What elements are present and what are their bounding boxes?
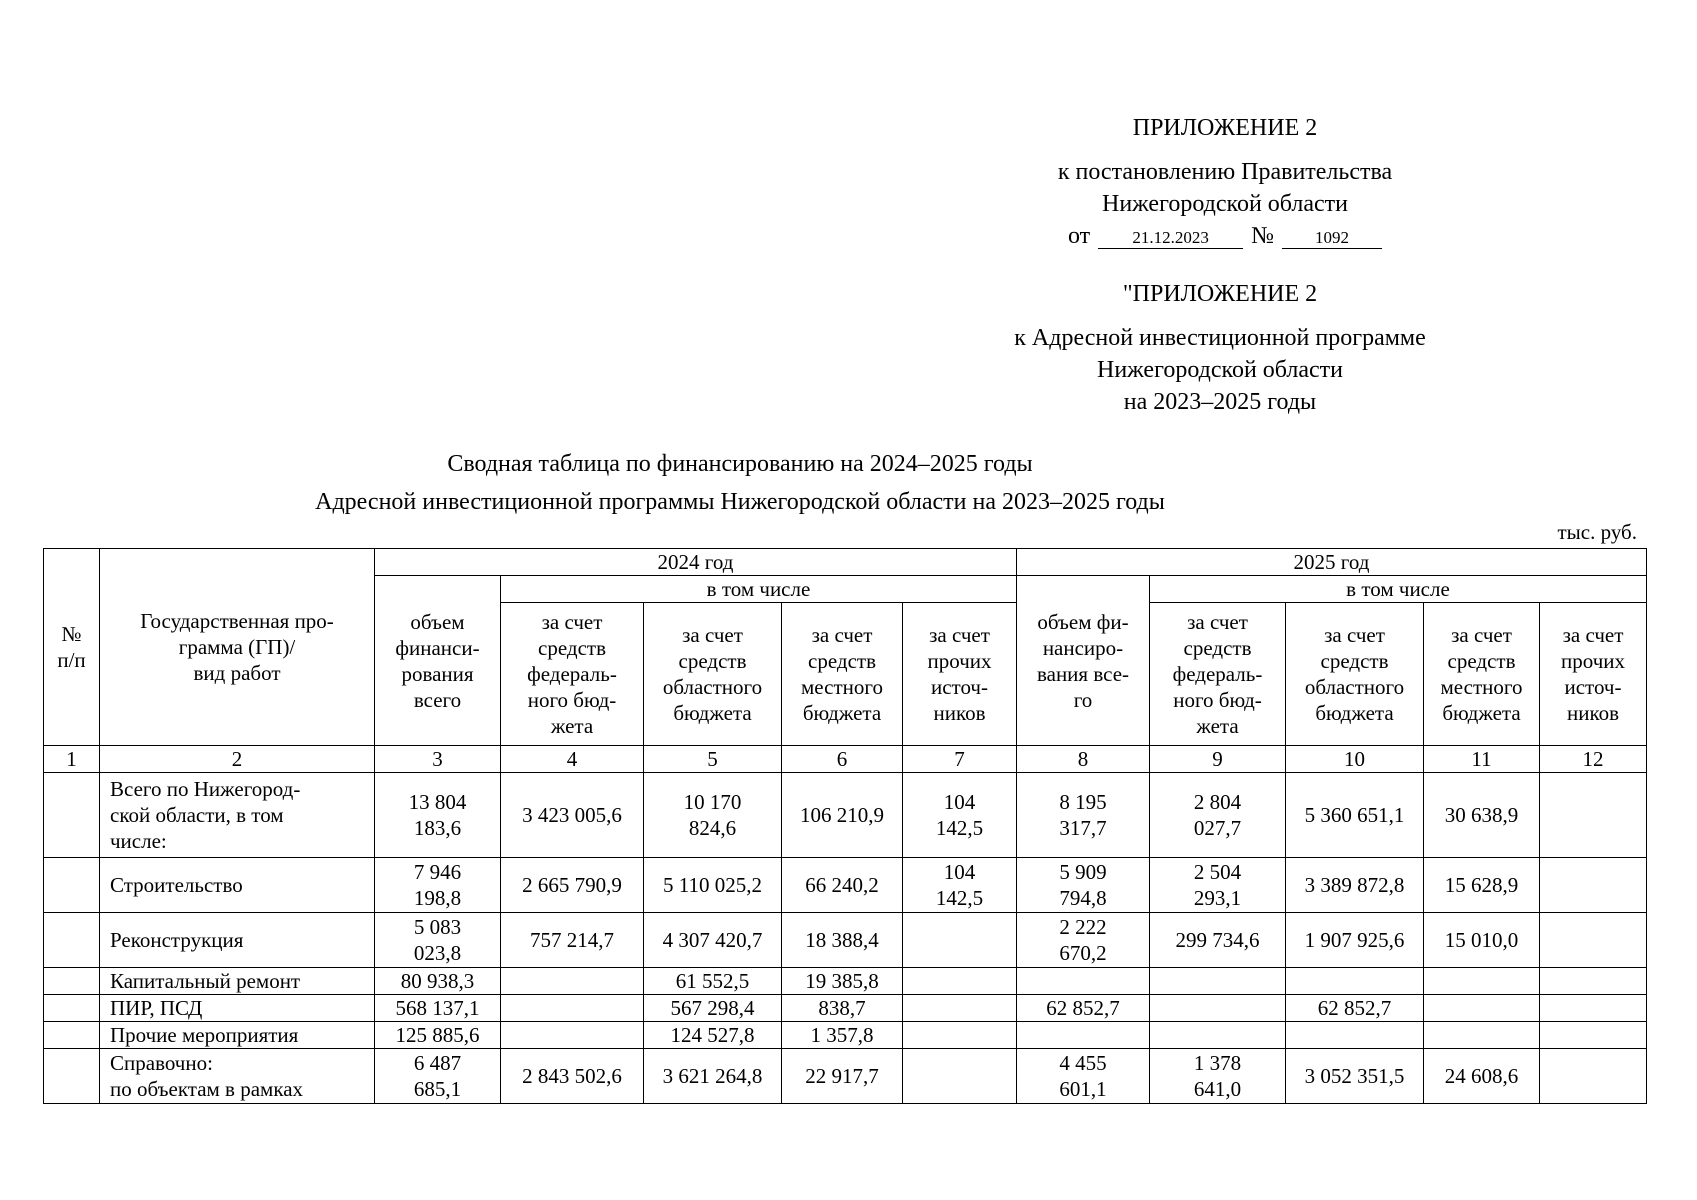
col-number: 3 <box>375 746 501 773</box>
col-number: 9 <box>1150 746 1286 773</box>
col-number: 11 <box>1424 746 1540 773</box>
cell-total-2024: 80 938,3 <box>375 968 501 995</box>
resolution-date: 21.12.2023 <box>1098 228 1243 249</box>
program-line-2: Нижегородской области <box>1096 357 1344 383</box>
cell-other-2025 <box>1540 913 1647 968</box>
row-num <box>44 858 100 913</box>
header-local-2024: за счет средств местного бюджета <box>782 603 903 746</box>
cell-total-2025: 8 195 317,7 <box>1017 773 1150 858</box>
cell-federal-2024 <box>501 1022 644 1049</box>
from-label: от <box>1067 223 1091 249</box>
row-num <box>44 968 100 995</box>
cell-regional-2024: 567 298,4 <box>644 995 782 1022</box>
cell-regional-2025: 5 360 651,1 <box>1286 773 1424 858</box>
table-row <box>44 1049 1647 1104</box>
appendix-label-2: "ПРИЛОЖЕНИЕ 2 <box>1122 281 1318 307</box>
cell-total-2025: 4 455 601,1 <box>1017 1049 1150 1104</box>
col-number: 10 <box>1286 746 1424 773</box>
cell-local-2025 <box>1424 1022 1540 1049</box>
col-number: 5 <box>644 746 782 773</box>
cell-total-2025: 5 909 794,8 <box>1017 858 1150 913</box>
header-regional-2025: за счет средств областного бюджета <box>1286 603 1424 746</box>
header-local-2025: за счет средств местного бюджета <box>1424 603 1540 746</box>
header-num: № п/п <box>44 549 100 746</box>
cell-other-2025 <box>1540 773 1647 858</box>
cell-total-2024: 5 083 023,8 <box>375 913 501 968</box>
cell-federal-2024: 3 423 005,6 <box>501 773 644 858</box>
cell-other-2024: 104 142,5 <box>903 858 1017 913</box>
cell-other-2024 <box>903 1022 1017 1049</box>
table-row <box>44 773 1647 858</box>
cell-local-2025: 30 638,9 <box>1424 773 1540 858</box>
cell-total-2025 <box>1017 1022 1150 1049</box>
header-year-2025: 2025 год <box>1017 549 1647 576</box>
col-number: 2 <box>100 746 375 773</box>
cell-other-2024 <box>903 1049 1017 1104</box>
header-incl-2025: в том числе <box>1150 576 1647 603</box>
cell-federal-2025: 2 504 293,1 <box>1150 858 1286 913</box>
resolution-line-2: Нижегородской области <box>1101 191 1349 217</box>
table-row <box>44 968 1647 995</box>
cell-other-2025 <box>1540 1022 1647 1049</box>
cell-other-2024 <box>903 995 1017 1022</box>
cell-total-2025: 62 852,7 <box>1017 995 1150 1022</box>
cell-regional-2024: 124 527,8 <box>644 1022 782 1049</box>
cell-federal-2024 <box>501 968 644 995</box>
cell-regional-2025: 3 389 872,8 <box>1286 858 1424 913</box>
header-incl-2024: в том числе <box>501 576 1017 603</box>
cell-total-2024: 13 804 183,6 <box>375 773 501 858</box>
cell-regional-2024: 61 552,5 <box>644 968 782 995</box>
cell-other-2024 <box>903 913 1017 968</box>
cell-other-2025 <box>1540 858 1647 913</box>
cell-total-2024: 6 487 685,1 <box>375 1049 501 1104</box>
row-name: Справочно: по объектам в рамках <box>100 1049 375 1104</box>
header-federal-2025: за счет средств федераль- ного бюд- жета <box>1150 603 1286 746</box>
header-total-2025: объем фи- нансиро- вания все- го <box>1017 576 1150 746</box>
cell-local-2025: 24 608,6 <box>1424 1049 1540 1104</box>
cell-other-2025 <box>1540 1049 1647 1104</box>
cell-local-2024: 18 388,4 <box>782 913 903 968</box>
row-name: Строительство <box>100 858 375 913</box>
header-year-2024: 2024 год <box>375 549 1017 576</box>
cell-regional-2025: 62 852,7 <box>1286 995 1424 1022</box>
cell-regional-2025: 3 052 351,5 <box>1286 1049 1424 1104</box>
cell-federal-2025: 1 378 641,0 <box>1150 1049 1286 1104</box>
cell-total-2024: 125 885,6 <box>375 1022 501 1049</box>
cell-other-2024: 104 142,5 <box>903 773 1017 858</box>
cell-regional-2024: 4 307 420,7 <box>644 913 782 968</box>
col-number: 8 <box>1017 746 1150 773</box>
cell-other-2025 <box>1540 968 1647 995</box>
resolution-header <box>1020 112 1430 252</box>
header-other-2024: за счет прочих источ- ников <box>903 603 1017 746</box>
cell-federal-2025: 299 734,6 <box>1150 913 1286 968</box>
resolution-line-1: к постановлению Правительства <box>1057 159 1393 185</box>
cell-local-2024: 106 210,9 <box>782 773 903 858</box>
appendix-label: ПРИЛОЖЕНИЕ 2 <box>1132 115 1318 141</box>
row-num <box>44 913 100 968</box>
cell-federal-2025: 2 804 027,7 <box>1150 773 1286 858</box>
cell-regional-2025 <box>1286 968 1424 995</box>
row-name: Реконструкция <box>100 913 375 968</box>
row-name: Всего по Нижегород- ской области, в том числе: <box>100 773 375 858</box>
col-number: 6 <box>782 746 903 773</box>
cell-local-2025: 15 010,0 <box>1424 913 1540 968</box>
header-program: Государственная про- грамма (ГП)/ вид работ <box>100 549 375 746</box>
cell-local-2025 <box>1424 995 1540 1022</box>
number-sign: № <box>1251 223 1275 249</box>
cell-regional-2025: 1 907 925,6 <box>1286 913 1424 968</box>
row-num <box>44 773 100 858</box>
header-regional-2024: за счет средств областного бюджета <box>644 603 782 746</box>
col-number: 1 <box>44 746 100 773</box>
col-number: 4 <box>501 746 644 773</box>
cell-local-2024: 22 917,7 <box>782 1049 903 1104</box>
table-row <box>44 995 1647 1022</box>
header-row-col-numbers <box>44 746 1647 773</box>
financing-table <box>43 548 1647 1104</box>
cell-federal-2024: 757 214,7 <box>501 913 644 968</box>
cell-total-2024: 7 946 198,8 <box>375 858 501 913</box>
header-row-years <box>44 549 1647 576</box>
col-number: 7 <box>903 746 1017 773</box>
units-label: тыс. руб. <box>1557 520 1637 544</box>
cell-local-2025: 15 628,9 <box>1424 858 1540 913</box>
header-other-2025: за счет прочих источ- ников <box>1540 603 1647 746</box>
row-num <box>44 1049 100 1104</box>
cell-federal-2025 <box>1150 1022 1286 1049</box>
cell-total-2025 <box>1017 968 1150 995</box>
cell-total-2024: 568 137,1 <box>375 995 501 1022</box>
row-num <box>44 995 100 1022</box>
program-header <box>985 278 1455 418</box>
cell-regional-2024: 5 110 025,2 <box>644 858 782 913</box>
cell-local-2025 <box>1424 968 1540 995</box>
cell-federal-2024: 2 843 502,6 <box>501 1049 644 1104</box>
cell-federal-2025 <box>1150 995 1286 1022</box>
cell-federal-2025 <box>1150 968 1286 995</box>
cell-local-2024: 1 357,8 <box>782 1022 903 1049</box>
cell-other-2024 <box>903 968 1017 995</box>
row-name: Прочие мероприятия <box>100 1022 375 1049</box>
cell-total-2025: 2 222 670,2 <box>1017 913 1150 968</box>
cell-federal-2024: 2 665 790,9 <box>501 858 644 913</box>
cell-local-2024: 66 240,2 <box>782 858 903 913</box>
resolution-date-line <box>1068 220 1382 252</box>
cell-regional-2025 <box>1286 1022 1424 1049</box>
cell-regional-2024: 3 621 264,8 <box>644 1049 782 1104</box>
row-num <box>44 1022 100 1049</box>
cell-local-2024: 19 385,8 <box>782 968 903 995</box>
table-row <box>44 1022 1647 1049</box>
table-row <box>44 913 1647 968</box>
header-total-2024: объем финанси- рования всего <box>375 576 501 746</box>
resolution-number: 1092 <box>1282 228 1382 249</box>
program-line-1: к Адресной инвестиционной программе <box>1014 325 1426 351</box>
header-federal-2024: за счет средств федераль- ного бюд- жета <box>501 603 644 746</box>
cell-local-2024: 838,7 <box>782 995 903 1022</box>
cell-other-2025 <box>1540 995 1647 1022</box>
table-title-line-2: Адресной инвестиционной программы Нижегородской области на 2023–2025 годы <box>315 489 1165 515</box>
program-line-3: на 2023–2025 годы <box>1123 389 1317 415</box>
col-number: 12 <box>1540 746 1647 773</box>
table-title-line-1: Сводная таблица по финансированию на 2024–2025 годы <box>447 451 1033 477</box>
cell-regional-2024: 10 170 824,6 <box>644 773 782 858</box>
table-row <box>44 858 1647 913</box>
row-name: Капитальный ремонт <box>100 968 375 995</box>
cell-federal-2024 <box>501 995 644 1022</box>
row-name: ПИР, ПСД <box>100 995 375 1022</box>
